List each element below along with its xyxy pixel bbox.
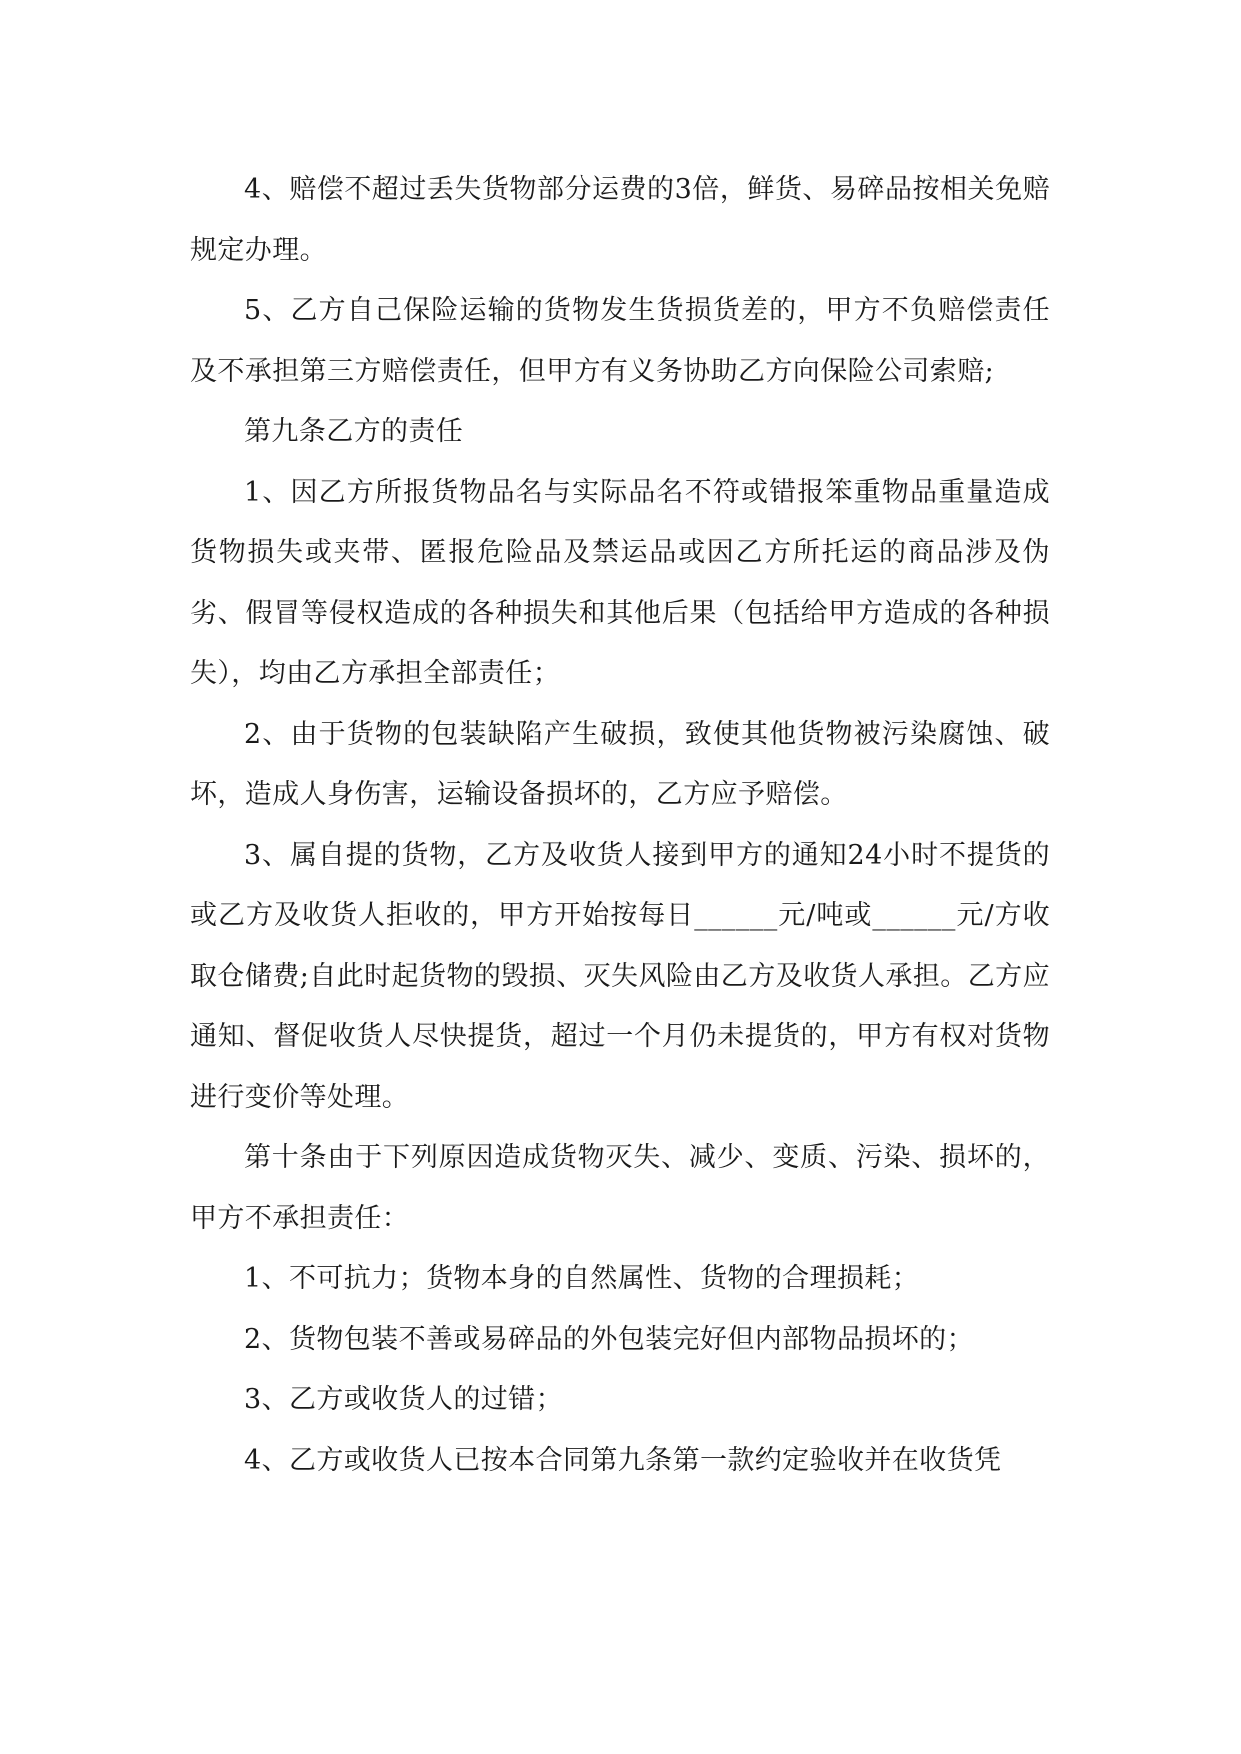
- article-9-item-1: 1、因乙方所报货物品名与实际品名不符或错报笨重物品重量造成货物损失或夹带、匿报危险品及禁运品或因乙方所托运的商品涉及伪劣、假冒等侵权造成的各种损失和其他后果（包括给甲方造成的各种损失），均由乙方承担全部责任；: [190, 476, 1050, 689]
- article-9-item-2: 2、由于货物的包装缺陷产生破损，致使其他货物被污染腐蚀、破坏，造成人身伤害，运输设备损坏的，乙方应予赔偿。: [190, 718, 1050, 810]
- article-9-item-3: 3、属自提的货物，乙方及收货人接到甲方的通知24小时不提货的或乙方及收货人拒收的，甲方开始按每日______元/吨或______元/方收取仓储费;自此时起货物的毁损、灭失风险由乙方及收货人承担。乙方应通知、督促收货人尽快提货，超过一个月仍未提货的，甲方有权对货物进行变价等处理。: [190, 839, 1050, 1113]
- paragraph-item-4-compensation: 4、赔偿不超过丢失货物部分运费的3倍，鲜货、易碎品按相关免赔规定办理。: [190, 174, 1050, 266]
- article-9-heading: 第九条乙方的责任: [244, 416, 464, 447]
- article-10-item-3: 3、乙方或收货人的过错；: [244, 1384, 563, 1415]
- article-10-item-4: 4、乙方或收货人已按本合同第九条第一款约定验收并在收货凭: [244, 1444, 1002, 1476]
- article-10-item-1: 1、不可抗力；货物本身的自然属性、货物的合理损耗；: [244, 1263, 920, 1294]
- article-10-heading: 第十条由于下列原因造成货物灭失、减少、变质、污染、损坏的，甲方不承担责任：: [190, 1142, 1050, 1234]
- document-body: [190, 160, 1050, 1491]
- article-10-item-2: 2、货物包装不善或易碎品的外包装完好但内部物品损坏的；: [244, 1323, 974, 1355]
- paragraph-item-5-insurance: 5、乙方自己保险运输的货物发生货损货差的，甲方不负赔偿责任及不承担第三方赔偿责任，但甲方有义务协助乙方向保险公司索赔;: [190, 295, 1050, 387]
